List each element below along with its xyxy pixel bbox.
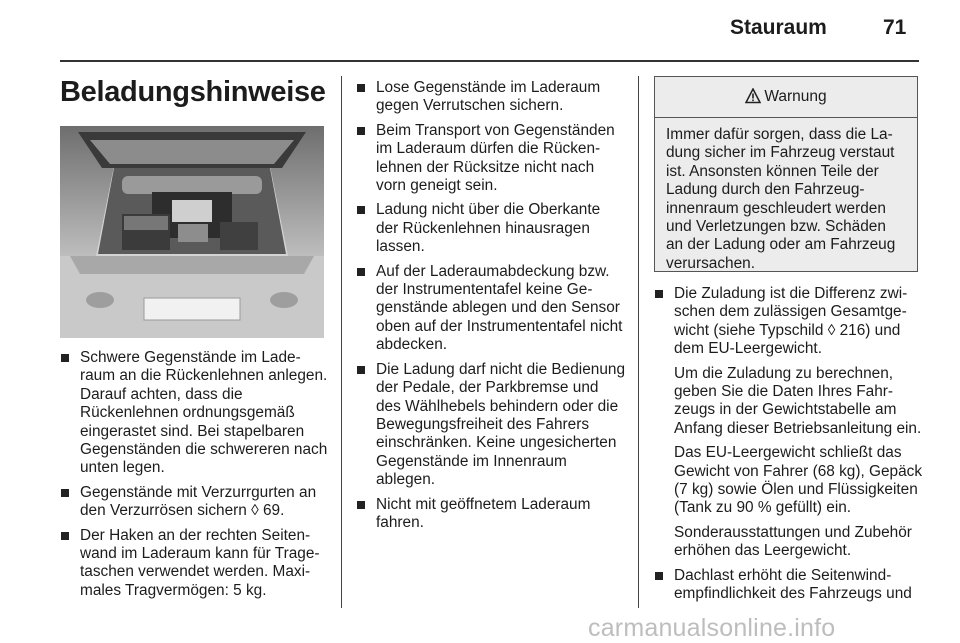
column-divider-right <box>638 76 639 608</box>
column-middle <box>356 79 626 538</box>
bullet-square-icon <box>61 532 69 540</box>
list-item: Gegenstände mit Verzurrgurten an den Verzurrösen sichern ◊ 69. <box>60 484 328 521</box>
bullet-square-icon <box>357 84 365 92</box>
list-item: Schwere Gegenstände im Laderaum an die Rückenlehnen anlegen. Darauf achten, dass die Rückenlehnen ordnungsgemäß eingerastet sind. Bei stapelbaren Gegenständen die schwereren nach unten legen. <box>60 349 328 478</box>
list-item: Nicht mit geöffnetem Laderaum fahren. <box>356 496 626 533</box>
column-left <box>60 349 328 606</box>
column-divider-left <box>341 76 342 608</box>
watermark: carmanualsonline.info <box>588 614 836 642</box>
paragraph: Sonderausstattungen und Zubehör erhöhen das Leergewicht. <box>674 523 912 560</box>
section-title: Beladungshinweise <box>60 76 326 108</box>
bullet-square-icon <box>357 268 365 276</box>
warning-title: Warnung <box>764 88 827 105</box>
warning-triangle-icon <box>745 88 761 104</box>
bullet-square-icon <box>357 366 365 374</box>
warning-text: Immer dafür sorgen, dass die Ladung sicher im Fahrzeug verstaut ist. Ansonsten können Teile der Ladung durch den Fahrzeuginnenraum geschleudert werden und Verletzungen bzw. Schäden an der Ladung oder am Fahrzeug verursachen. <box>666 126 896 272</box>
bullet-square-icon <box>655 290 663 298</box>
list-item: Beim Transport von Gegenständen im Laderaum dürfen die Rückenlehnen der Rücksitze nicht nach vorn geneigt sein. <box>356 122 626 196</box>
header-rule <box>60 60 919 62</box>
cargo-area-photo <box>60 126 324 338</box>
bullet-square-icon <box>61 489 69 497</box>
list-item: Dachlast erhöht die Seitenwindempfindlichkeit des Fahrzeugs und <box>654 567 926 604</box>
list-item: Auf der Laderaumabdeckung bzw. der Instrumententafel keine Gegenstände ablegen und den Sensor oben auf der Instrumententafel nicht abdecken. <box>356 263 626 355</box>
list-item: Die Zuladung ist die Differenz zwischen dem zulässigen Gesamtgewicht (siehe Typschild ◊ 216) und dem EU-Leergewicht. <box>654 285 926 359</box>
bullet-square-icon <box>357 127 365 135</box>
list-item: Der Haken an der rechten Seitenwand im Laderaum kann für Tragetaschen verwendet werden. Maximales Tragvermögen: 5 kg. <box>60 527 328 601</box>
column-right <box>654 285 926 610</box>
list-item: Ladung nicht über die Oberkante der Rückenlehnen hinausragen lassen. <box>356 201 626 256</box>
warning-box <box>654 76 918 272</box>
page-number: 71 <box>883 16 907 39</box>
bullet-square-icon <box>61 354 69 362</box>
bullet-square-icon <box>357 206 365 214</box>
bullet-square-icon <box>655 572 663 580</box>
warning-header <box>655 77 917 118</box>
list-item: Die Ladung darf nicht die Bedienung der Pedale, der Parkbremse und des Wählhebels behindern oder die Bewegungsfreiheit des Fahrers einschränken. Keine ungesicherten Gegenstände im Innenraum ablegen. <box>356 361 626 490</box>
running-header-title: Stauraum <box>730 16 827 39</box>
bullet-square-icon <box>357 501 365 509</box>
paragraph: Das EU-Leergewicht schließt das Gewicht von Fahrer (68 kg), Gepäck (7 kg) sowie Ölen und Flüssigkeiten (Tank zu 90 % gefüllt) ein. <box>674 444 923 517</box>
list-item: Lose Gegenstände im Laderaum gegen Verrutschen sichern. <box>356 79 626 116</box>
paragraph: Um die Zuladung zu berechnen, geben Sie die Daten Ihres Fahrzeugs in der Gewichtstabelle am Anfang dieser Betriebsanleitung ein. <box>674 364 922 437</box>
